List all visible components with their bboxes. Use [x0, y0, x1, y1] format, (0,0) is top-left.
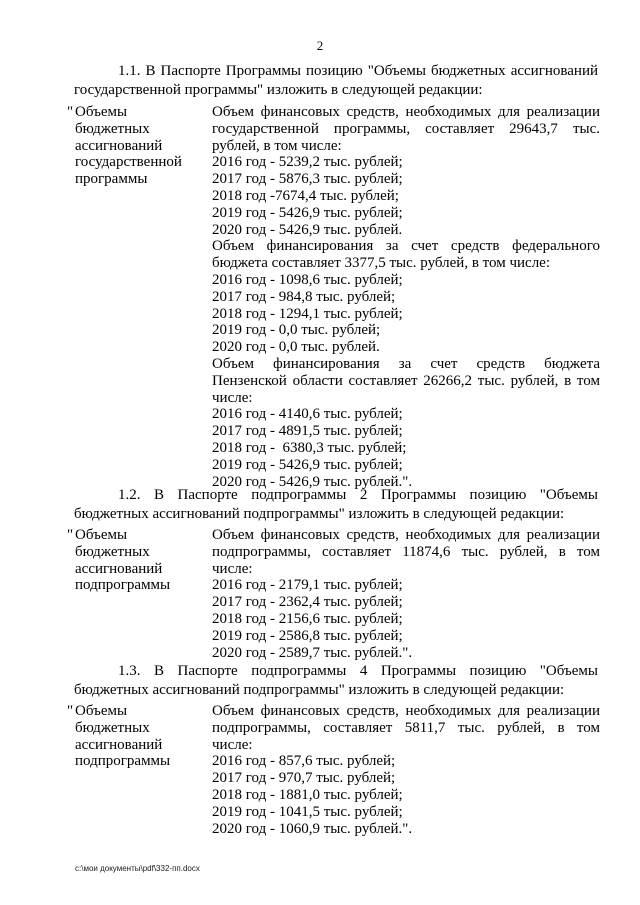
funding-heading-line: Объем финансовых средств, необходимых для реализации [212, 527, 600, 543]
page-number: 2 [316, 38, 324, 53]
year-amount-item: 2018 год - 6380,3 тыс. рублей; [212, 439, 407, 456]
label-line: бюджетных [75, 719, 150, 736]
funding-heading-line: Объем финансовых средств, необходимых для реализации [212, 104, 600, 120]
opening-quote: " [67, 527, 74, 543]
year-amount-item: 2018 год - 2156,6 тыс. рублей; [212, 610, 403, 627]
funding-heading-line: числе: [212, 389, 253, 406]
year-amount-item: 2020 год - 1060,9 тыс. рублей.". [212, 820, 413, 837]
section-3-content [212, 703, 600, 837]
funding-heading-line: Пензенской области составляет 26266,2 тыс. рублей, в том [212, 372, 600, 389]
label-line: программы [75, 171, 148, 188]
year-amount-item: 2018 год -7674,4 тыс. рублей; [212, 187, 399, 204]
label-line: государственной [75, 154, 182, 171]
section-1-intro: 1.1. В Паспорте Программы позицию "Объемы бюджетных ассигнований государственной программы" изложить в следующей редакции: [74, 63, 598, 98]
funding-heading-line: Объем финансирования за счет средств бюджета [212, 355, 600, 372]
year-amount-item: 2019 год - 1041,5 тыс. рублей; [212, 803, 403, 820]
label-line: Объемы [75, 104, 128, 120]
funding-heading-line: рублей, в том числе: [212, 137, 342, 154]
year-amount-item: 2019 год - 0,0 тыс. рублей; [212, 322, 381, 339]
year-amount-item: 2019 год - 2586,8 тыс. рублей; [212, 627, 403, 644]
year-amount-item: 2016 год - 4140,6 тыс. рублей; [212, 406, 403, 423]
year-amount-item: 2018 год - 1294,1 тыс. рублей; [212, 305, 403, 322]
section-2-intro: 1.2. В Паспорте подпрограммы 2 Программы позицию "Объемы бюджетных ассигнований подпрограммы" изложить в следующей редакции: [74, 487, 598, 522]
year-amount-item: 2017 год - 984,8 тыс. рублей; [212, 288, 396, 305]
year-amount-item: 2019 год - 5426,9 тыс. рублей; [212, 456, 403, 473]
funding-heading-line: бюджета составляет 3377,5 тыс. рублей, в том числе: [212, 255, 551, 272]
label-line: бюджетных [75, 120, 150, 137]
year-amount-item: 2020 год - 2589,7 тыс. рублей.". [212, 644, 413, 661]
label-line: ассигнований [75, 736, 163, 753]
label-line: Объемы [75, 527, 128, 543]
section-2-label [75, 527, 205, 594]
section-3-intro: 1.3. В Паспорте подпрограммы 4 Программы позицию "Объемы бюджетных ассигнований подпрограммы" изложить в следующей редакции: [74, 663, 598, 698]
section-1-label [75, 104, 205, 188]
year-amount-item: 2020 год - 0,0 тыс. рублей. [212, 339, 380, 356]
year-amount-item: 2017 год - 4891,5 тыс. рублей; [212, 423, 403, 440]
funding-heading-line: подпрограммы, составляет 5811,7 тыс. рублей, в том [212, 719, 600, 736]
year-amount-item: 2016 год - 1098,6 тыс. рублей; [212, 271, 403, 288]
label-line: бюджетных [75, 543, 150, 560]
section-3-label [75, 703, 205, 770]
year-amount-item: 2017 год - 970,7 тыс. рублей; [212, 770, 396, 787]
year-amount-item: 2018 год - 1881,0 тыс. рублей; [212, 786, 403, 803]
opening-quote: " [67, 104, 74, 120]
label-line: подпрограммы [75, 577, 171, 594]
year-amount-item: 2019 год - 5426,9 тыс. рублей; [212, 204, 403, 221]
file-path-footer: c:\мои документы\pdf\332-пп.docx [75, 864, 200, 873]
year-amount-item: 2017 год - 2362,4 тыс. рублей; [212, 594, 403, 611]
funding-heading-line: Объем финансовых средств, необходимых для реализации [212, 703, 600, 719]
funding-heading-line: Объем финансирования за счет средств федерального [212, 238, 600, 255]
year-amount-item: 2016 год - 5239,2 тыс. рублей; [212, 154, 403, 171]
funding-heading-line: числе: [212, 736, 253, 753]
label-line: ассигнований [75, 560, 163, 577]
funding-heading-line: подпрограммы, составляет 11874,6 тыс. рублей, в том [212, 543, 600, 560]
section-2-content [212, 527, 600, 661]
label-line: подпрограммы [75, 753, 171, 770]
funding-heading-line: государственной программы, составляет 29643,7 тыс. [212, 120, 600, 137]
year-amount-item: 2020 год - 5426,9 тыс. рублей. [212, 221, 403, 238]
label-line: Объемы [75, 703, 128, 719]
opening-quote: " [67, 703, 74, 719]
label-line: ассигнований [75, 137, 163, 154]
section-1-content [212, 104, 600, 490]
year-amount-item: 2016 год - 2179,1 тыс. рублей; [212, 577, 403, 594]
year-amount-item: 2017 год - 5876,3 тыс. рублей; [212, 171, 403, 188]
funding-heading-line: числе: [212, 560, 253, 577]
year-amount-item: 2020 год - 5426,9 тыс. рублей.". [212, 473, 413, 490]
year-amount-item: 2016 год - 857,6 тыс. рублей; [212, 753, 396, 770]
